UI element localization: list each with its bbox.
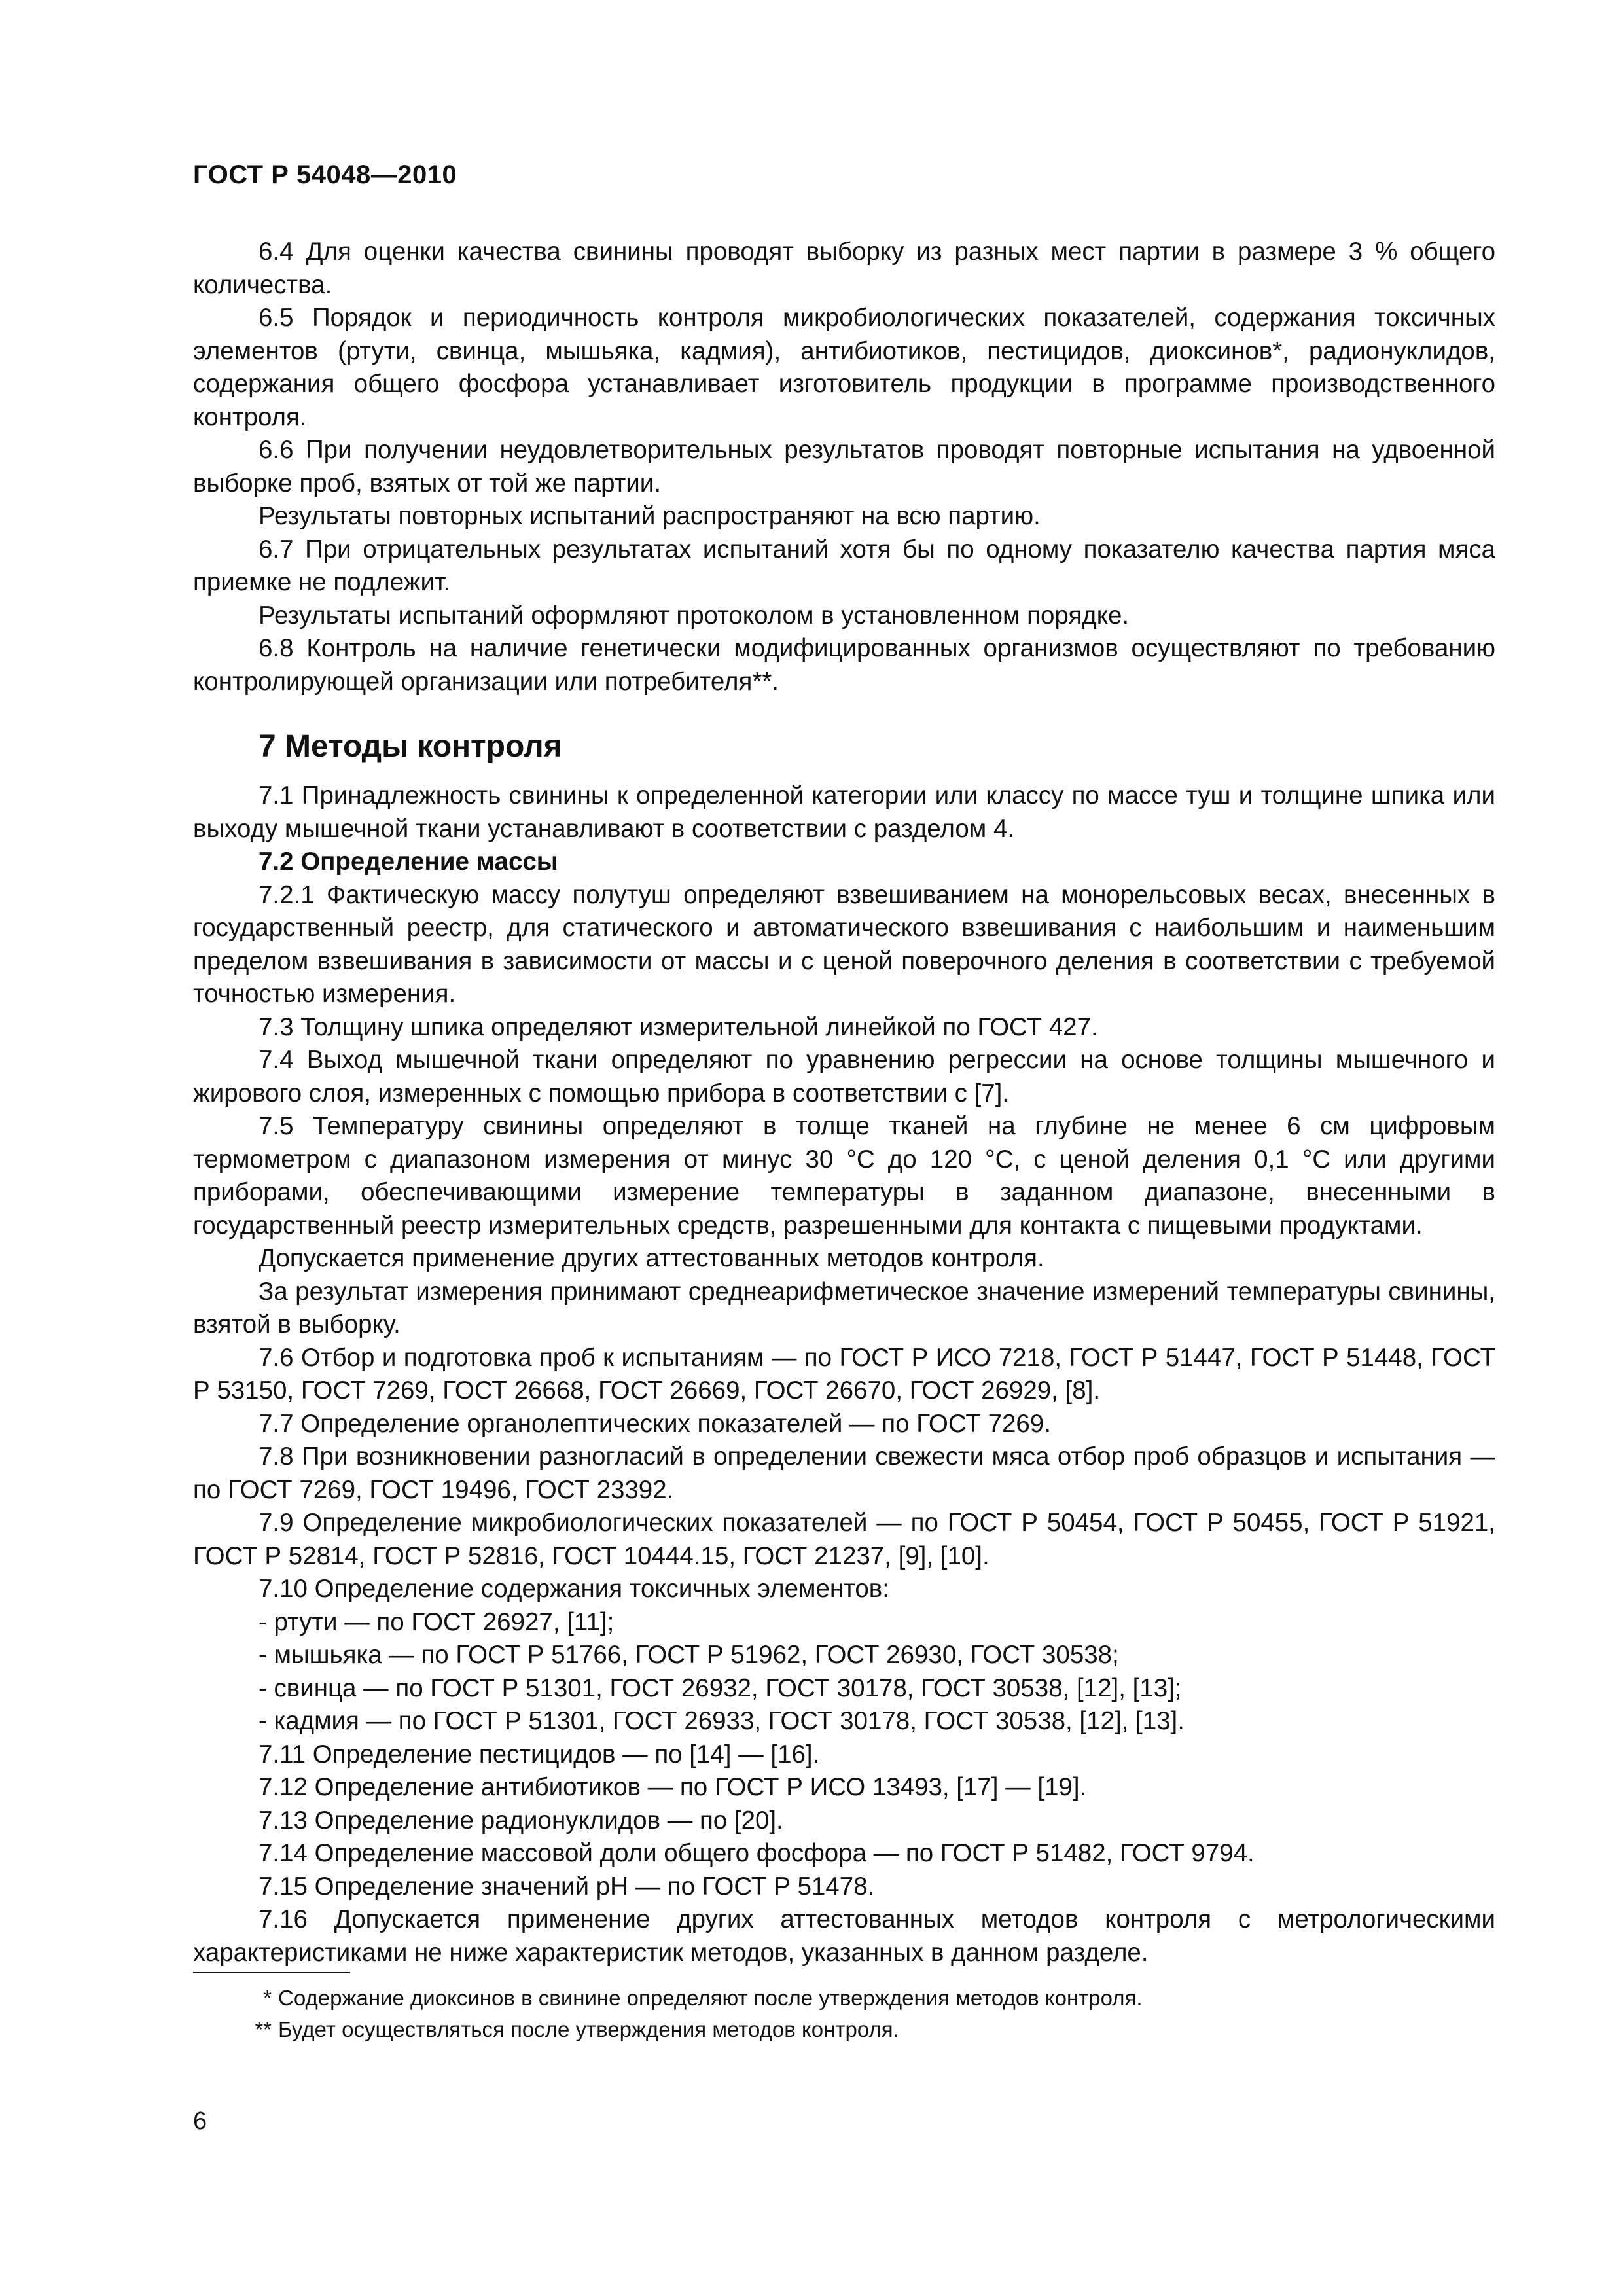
paragraph-7-5: 7.5 Температуру свинины определяют в толще тканей на глубине не менее 6 см цифровым термометром с диапазоном измерения от минус 30 °С до 120 °С, с ценой деления 0,1 °С или другими приборами, обеспечивающими измерение температуры в заданном диапазоне, внесенными в государственный реестр измерительных средств, разрешенными для контакта с пищевыми продуктами. [193,1112,1495,1240]
list-item: - свинца — по ГОСТ Р 51301, ГОСТ 26932, ГОСТ 30178, ГОСТ 30538, [12], [13]; [259,1674,1182,1702]
list-item: - ртути — по ГОСТ 26927, [11]; [259,1607,615,1636]
paragraph-7-9: 7.9 Определение микробиологических показателей — по ГОСТ Р 50454, ГОСТ Р 50455, ГОСТ Р 51921, ГОСТ Р 52814, ГОСТ Р 52816, ГОСТ 10444.15, ГОСТ 21237, [9], [10]. [193,1509,1495,1570]
footnote [193,1982,1495,2014]
paragraph-6-6-results: Результаты повторных испытаний распространяют на всю партию. [259,502,1041,530]
paragraph-7-3: 7.3 Толщину шпика определяют измерительной линейкой по ГОСТ 427. [259,1013,1098,1041]
list-item: - мышьяка — по ГОСТ Р 51766, ГОСТ Р 51962, ГОСТ 26930, ГОСТ 30538; [259,1641,1119,1669]
footnote-mark: ** [255,2017,272,2041]
section-7-title: 7 Методы контроля [259,729,562,764]
paragraph-7-5-alt-methods: Допускается применение других аттестованных методов контроля. [259,1244,1044,1272]
paragraph-7-2-1: 7.2.1 Фактическую массу полутуш определяют взвешиванием на монорельсовых весах, внесенных в государственный реестр, для статического и автоматического взвешивания с наибольшим и наименьшим пределом взвешивания в зависимости от массы и с ценой поверочного деления в соответствии с требуемой точностью измерения. [193,880,1495,1008]
paragraph-7-14: 7.14 Определение массовой доли общего фосфора — по ГОСТ Р 51482, ГОСТ 9794. [259,1839,1255,1867]
paragraph-7-15: 7.15 Определение значений рН — по ГОСТ Р 51478. [259,1872,875,1901]
paragraph-7-5-result: За результат измерения принимают среднеарифметическое значение измерений температуры свинины, взятой в выборку. [193,1277,1495,1338]
paragraph-6-5: 6.5 Порядок и периодичность контроля микробиологических показателей, содержания токсичных элементов (ртути, свинца, мышьяка, кадмия), антибиотиков, пестицидов, диоксинов*, радионуклидов, содержания общего фосфора устанавливает изготовитель продукции в программе производственного контроля. [193,304,1495,431]
document-body [193,236,1495,2045]
paragraph-7-4: 7.4 Выход мышечной ткани определяют по уравнению регрессии на основе толщины мышечного и жирового слоя, измеренных с помощью прибора в соответствии с [7]. [193,1046,1495,1107]
paragraph-7-7: 7.7 Определение органолептических показателей — по ГОСТ 7269. [259,1409,1051,1438]
footnote-text: Будет осуществляться после утверждения методов контроля. [278,2017,899,2041]
footnote-mark: * [263,1986,272,2010]
subheading-7-2: 7.2 Определение массы [259,848,558,876]
paragraph-7-8: 7.8 При возникновении разногласий в определении свежести мяса отбор проб образцов и испытания — по ГОСТ 7269, ГОСТ 19496, ГОСТ 23392. [193,1443,1495,1504]
list-item: - кадмия — по ГОСТ Р 51301, ГОСТ 26933, ГОСТ 30178, ГОСТ 30538, [12], [13]. [259,1707,1185,1735]
paragraph-6-4: 6.4 Для оценки качества свинины проводят выборку из разных мест партии в размере 3 % общего количества. [193,238,1495,299]
paragraph-7-10: 7.10 Определение содержания токсичных элементов: [259,1575,889,1603]
paragraph-6-8: 6.8 Контроль на наличие генетически модифицированных организмов осуществляют по требованию контролирующей организации или потребителя**. [193,634,1495,696]
paragraph-6-7: 6.7 При отрицательных результатах испытаний хотя бы по одному показателю качества партия мяса приемке не подлежит. [193,535,1495,596]
footnote [193,2014,1495,2045]
paragraph-6-6: 6.6 При получении неудовлетворительных результатов проводят повторные испытания на удвоенной выборке проб, взятых от той же партии. [193,436,1495,497]
footnote-divider [193,1972,350,1973]
paragraph-6-7-results: Результаты испытаний оформляют протоколом в установленном порядке. [259,601,1130,630]
page-number: 6 [193,2108,207,2135]
document-page [193,0,1495,2296]
document-code-header: ГОСТ Р 54048—2010 [193,160,457,189]
paragraph-7-11: 7.11 Определение пестицидов — по [14] — [16]. [259,1740,820,1768]
footnotes [193,1982,1495,2045]
footnote-text: Содержание диоксинов в свинине определяют после утверждения методов контроля. [278,1986,1143,2010]
paragraph-7-12: 7.12 Определение антибиотиков — по ГОСТ Р ИСО 13493, [17] — [19]. [259,1773,1087,1801]
paragraph-7-16: 7.16 Допускается применение других аттестованных методов контроля с метрологическими характеристиками не ниже характеристик методов, указанных в данном разделе. [193,1905,1495,1967]
paragraph-7-1: 7.1 Принадлежность свинины к определенной категории или классу по массе туш и толщине шпика или выходу мышечной ткани устанавливают в соответствии с разделом 4. [193,781,1495,843]
paragraph-7-13: 7.13 Определение радионуклидов — по [20]. [259,1806,783,1835]
paragraph-7-6: 7.6 Отбор и подготовка проб к испытаниям — по ГОСТ Р ИСО 7218, ГОСТ Р 51447, ГОСТ Р 51448, ГОСТ Р 53150, ГОСТ 7269, ГОСТ 26668, ГОСТ 26669, ГОСТ 26670, ГОСТ 26929, [8]. [193,1343,1495,1405]
